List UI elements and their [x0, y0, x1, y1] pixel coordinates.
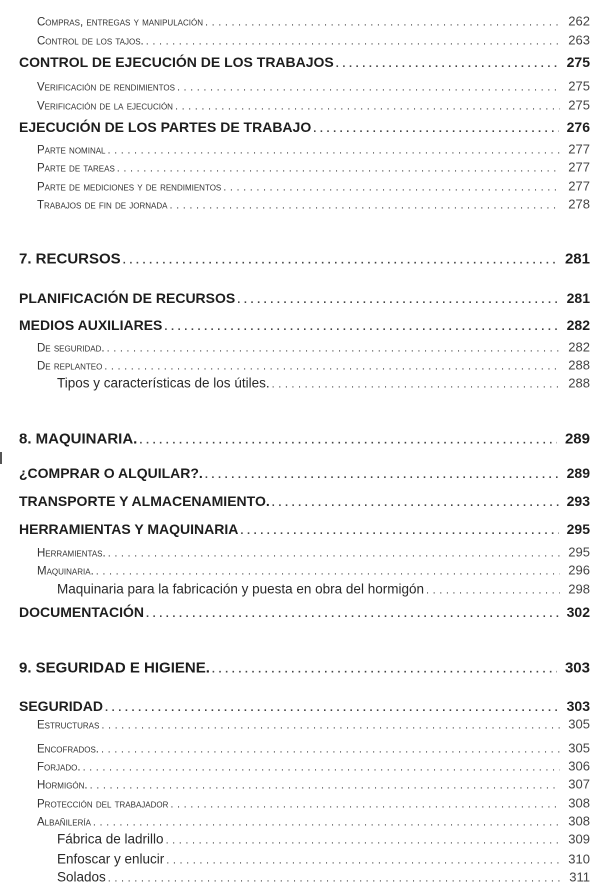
dot-leader — [101, 744, 560, 756]
scan-edge-mark — [0, 452, 2, 464]
toc-entry-page: 302 — [566, 604, 590, 620]
toc-entry-title: Verificación de rendimientos — [37, 81, 175, 94]
toc-entry — [0, 54, 590, 70]
dot-leader — [212, 664, 557, 676]
toc-entry-page: 295 — [566, 521, 590, 537]
toc-entry-title: Compras, entregas y manipulación — [37, 16, 203, 29]
toc-entry — [0, 852, 590, 867]
toc-entry-page: 308 — [568, 813, 590, 829]
toc-entry — [0, 340, 590, 355]
toc-entry-page: 275 — [568, 97, 590, 113]
toc-entry-title: MEDIOS AUXILIARES — [19, 317, 163, 333]
toc-entry-page: 288 — [568, 375, 590, 391]
toc-entry-page: 308 — [568, 795, 590, 811]
dot-leader — [105, 702, 559, 714]
toc-entry-title: Parte de tareas — [37, 162, 115, 175]
toc-entry-title: Control de los tajos. — [37, 35, 144, 48]
dot-leader — [108, 873, 560, 885]
dot-leader — [164, 321, 558, 333]
toc-entry-title: Verificación de la ejecución — [37, 100, 173, 113]
dot-leader — [272, 497, 559, 509]
toc-entry-page: 281 — [566, 290, 590, 306]
toc-entry — [0, 741, 590, 756]
toc-entry — [0, 98, 590, 113]
dot-leader — [205, 469, 559, 481]
toc-entry-page: 310 — [568, 851, 590, 867]
toc-entry-title: Hormigón. — [37, 779, 88, 792]
toc-entry — [0, 251, 590, 268]
toc-entry — [0, 142, 590, 157]
toc-entry — [0, 376, 590, 391]
toc-entry-page: 305 — [568, 716, 590, 732]
toc-entry-title: De seguridad. — [37, 342, 105, 355]
dot-leader — [108, 548, 560, 560]
toc-entry — [0, 582, 590, 597]
toc-entry-title: Enfoscar y enlucir — [57, 851, 165, 867]
dot-leader — [223, 182, 560, 194]
dot-leader — [272, 379, 560, 391]
toc-entry-title: 7. RECURSOS — [19, 250, 121, 268]
dot-leader — [237, 294, 558, 306]
toc-entry-page: 307 — [568, 776, 590, 792]
toc-entry — [0, 290, 590, 306]
toc-entry-page: 262 — [568, 13, 590, 29]
toc-entry — [0, 33, 590, 48]
toc-entry-page: 293 — [566, 493, 590, 509]
toc-entry — [0, 431, 590, 448]
dot-leader — [177, 82, 560, 94]
toc-entry — [0, 358, 590, 373]
dot-leader — [146, 36, 560, 48]
toc-entry-title: Protección del trabajador — [37, 798, 169, 811]
dot-leader — [170, 799, 560, 811]
toc-entry-page: 275 — [566, 54, 590, 70]
dot-leader — [83, 762, 560, 774]
toc-entry — [0, 160, 590, 175]
dot-leader — [107, 343, 560, 355]
toc-entry — [0, 119, 590, 135]
toc-entry — [0, 493, 590, 509]
toc-entry-page: 275 — [568, 78, 590, 94]
toc-entry-title: 9. SEGURIDAD E HIGIENE. — [19, 659, 210, 677]
toc-entry-page: 303 — [564, 659, 590, 677]
toc-entry-title: De replanteo — [37, 360, 103, 373]
toc-entry-title: Maquinaria para la fabricación y puesta en obra del hormigón — [57, 581, 424, 597]
dot-leader — [104, 361, 560, 373]
toc-entry — [0, 759, 590, 774]
dot-leader — [123, 255, 557, 267]
toc-entry — [0, 698, 590, 714]
toc-entry-page: 296 — [568, 562, 590, 578]
toc-entry-page: 311 — [569, 869, 590, 885]
toc-entry-page: 298 — [568, 581, 590, 597]
dot-leader — [336, 58, 559, 70]
dot-leader — [170, 200, 561, 212]
dot-leader — [93, 817, 560, 829]
toc-entry-page: 303 — [566, 698, 590, 714]
dot-leader — [139, 435, 557, 447]
toc-entry — [0, 545, 590, 560]
toc-entry-page: 289 — [564, 430, 590, 448]
toc-entry-page: 289 — [566, 465, 590, 481]
toc-entry-page: 305 — [568, 740, 590, 756]
toc-entry-page: 277 — [568, 178, 590, 194]
toc-entry — [0, 465, 590, 481]
toc-entry — [0, 796, 590, 811]
toc-entry-title: Solados — [57, 869, 106, 885]
toc-entry — [0, 777, 590, 792]
toc-entry — [0, 604, 590, 620]
dot-leader — [313, 123, 558, 135]
toc-entry-page: 277 — [568, 141, 590, 157]
dot-leader — [166, 855, 560, 867]
toc-entry — [0, 521, 590, 537]
toc-entry-page: 281 — [564, 250, 590, 268]
toc-entry — [0, 197, 590, 212]
toc-entry — [0, 79, 590, 94]
toc-entry — [0, 717, 590, 732]
toc-entry-title: 8. MAQUINARIA. — [19, 430, 138, 448]
toc-entry-title: Herramientas. — [37, 547, 106, 560]
toc-entry — [0, 563, 590, 578]
toc-entry-title: Tipos y características de los útiles. — [57, 375, 270, 391]
toc-entry-title: PLANIFICACIÓN DE RECURSOS — [19, 290, 236, 306]
toc-entry-page: 282 — [566, 317, 590, 333]
toc-entry-title: DOCUMENTACIÓN — [19, 604, 144, 620]
dot-leader — [205, 17, 560, 29]
toc-entry-page: 282 — [568, 339, 590, 355]
toc-entry-page: 277 — [568, 159, 590, 175]
toc-entry-title: Forjado. — [37, 761, 81, 774]
dot-leader — [146, 608, 559, 620]
toc-entry-title: Encofrados. — [37, 743, 99, 756]
dot-leader — [426, 585, 560, 597]
toc-entry-title: Parte nominal — [37, 144, 106, 157]
dot-leader — [90, 780, 560, 792]
dot-leader — [117, 163, 560, 175]
toc-entry-page: 288 — [568, 357, 590, 373]
toc-entry-title: Albañilería — [37, 816, 91, 829]
toc-entry-page: 309 — [568, 831, 590, 847]
toc-entry-title: EJECUCIÓN DE LOS PARTES DE TRABAJO — [19, 119, 312, 135]
toc-entry-title: SEGURIDAD — [19, 698, 104, 714]
toc-entry-title: Trabajos de fin de jornada — [37, 199, 168, 212]
toc-entry-page: 306 — [568, 758, 590, 774]
toc-entry — [0, 870, 590, 885]
dot-leader — [96, 566, 560, 578]
toc-entry — [0, 660, 590, 677]
toc-entry-title: ¿COMPRAR O ALQUILAR?. — [19, 465, 203, 481]
toc-entry-page: 295 — [568, 544, 590, 560]
dot-leader — [240, 525, 558, 537]
toc-entry-title: Maquinaria. — [37, 565, 94, 578]
toc-entry-title: HERRAMIENTAS Y MAQUINARIA — [19, 521, 239, 537]
toc-entry-title: CONTROL DE EJECUCIÓN DE LOS TRABAJOS — [19, 54, 334, 70]
toc-entry — [0, 179, 590, 194]
toc-entry — [0, 814, 590, 829]
toc-entry-page: 263 — [568, 32, 590, 48]
toc-entry — [0, 832, 590, 847]
toc-entry-title: Fábrica de ladrillo — [57, 831, 164, 847]
dot-leader — [101, 720, 560, 732]
toc-entry — [0, 317, 590, 333]
toc-entry — [0, 14, 590, 29]
toc-entry-title: TRANSPORTE Y ALMACENAMIENTO. — [19, 493, 270, 509]
dot-leader — [175, 101, 560, 113]
dot-leader — [108, 145, 560, 157]
dot-leader — [166, 835, 560, 847]
toc-entry-page: 276 — [566, 119, 590, 135]
toc-entry-title: Parte de mediciones y de rendimientos — [37, 181, 222, 194]
toc-entry-title: Estructuras — [37, 719, 100, 732]
toc-entry-page: 278 — [568, 196, 590, 212]
